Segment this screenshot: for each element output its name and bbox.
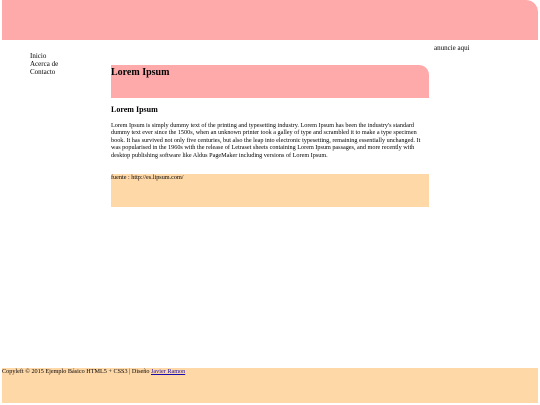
source-note xyxy=(111,174,429,207)
footer-author-link[interactable]: Javier Ramon xyxy=(151,368,186,375)
site-header xyxy=(2,0,538,40)
site-footer xyxy=(2,368,538,403)
source-text: fuente : http://es.lipsum.com/ xyxy=(111,174,184,181)
article-body: Lorem Ipsum is simply dummy text of the printing and typesetting industry. Lorem Ipsum has been the industry's standard dummy text ever since the 1500s, when an unknown printer took a galley of type and scrambled it to make a type specimen book. It has survived not only five centuries, but also the leap into electronic typesetting, remaining essentially unchanged. It was popularised in the 1960s with the release of Letraset sheets containing Lorem Ipsum passages, and more recently with desktop publishing software like Aldus PageMaker including versions of Lorem Ipsum. xyxy=(111,122,421,159)
nav-item-inicio[interactable]: Inicio xyxy=(30,52,47,60)
article-header xyxy=(111,65,429,98)
nav-item-contacto[interactable]: Contacto xyxy=(30,68,56,76)
section-title: Lorem Ipsum xyxy=(111,105,158,114)
nav-item-acerca-de[interactable]: Acerca de xyxy=(30,60,59,68)
ad-banner: anuncie aqui xyxy=(434,44,470,52)
article-title: Lorem Ipsum xyxy=(111,67,170,78)
main-nav xyxy=(30,52,58,76)
footer-text: Copyleft © 2015 Ejemplo Básico HTML5 + CSS3 | Diseño xyxy=(2,368,150,375)
